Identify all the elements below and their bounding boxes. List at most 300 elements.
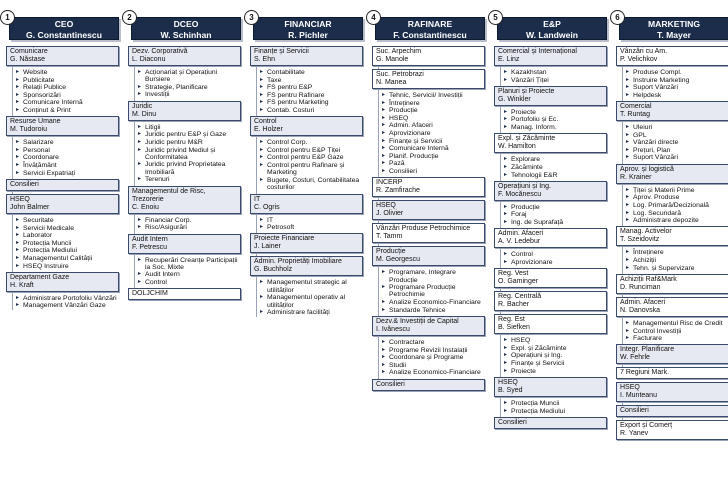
sub-unit-item: ▸ Litigii xyxy=(138,124,241,131)
sub-unit-item: ▸ Control xyxy=(504,251,607,258)
unit-name: Suc. Arpechim xyxy=(376,48,422,55)
unit-head: H. Kraft xyxy=(10,281,34,289)
unit-name: Reg. Centrală xyxy=(498,293,542,301)
unit-name: Dezv.& Investiții de Capital xyxy=(376,317,459,325)
sub-unit-list xyxy=(6,217,119,270)
sub-unit-item: ▸ Finanțe și Servicii xyxy=(382,138,485,145)
unit-box xyxy=(616,101,728,121)
unit-name: Comercial și Internațional xyxy=(498,48,577,55)
unit-head: F. Mocănescu xyxy=(498,190,542,198)
sub-unit-list xyxy=(616,69,728,99)
department-units xyxy=(128,46,241,300)
sub-unit-item: ▸ Analize Economico-Financiare xyxy=(382,369,485,376)
sub-unit-item: ▸ Portofoliu și Ec. xyxy=(504,116,607,123)
unit-name: Departament Gaze xyxy=(10,273,70,281)
unit-head: M. Dinu xyxy=(132,110,157,118)
unit-head: G. Manole xyxy=(376,56,409,63)
sub-unit-item: ▸ Contabilitate xyxy=(260,69,363,76)
sub-unit-item: ▸ Foraj xyxy=(504,211,607,218)
unit-box xyxy=(372,46,485,66)
unit-name: INCERP xyxy=(376,179,403,187)
unit-head: S. Ehn xyxy=(254,56,276,63)
sub-unit-item: ▸ Managementul operativ al utilităților xyxy=(260,294,363,309)
sub-unit-item: ▸ HSEQ xyxy=(504,337,607,344)
unit-box xyxy=(250,194,363,214)
unit-head: M. Tudoroiu xyxy=(10,126,47,134)
sub-unit-list xyxy=(372,269,485,314)
unit-box xyxy=(494,377,607,397)
unit-name: Reg. Vest xyxy=(498,270,529,278)
unit-name: Operațiuni și Ing. xyxy=(498,182,551,190)
sub-unit-item: ▸ Manag. Inform. xyxy=(504,124,607,131)
unit-name: Juridic xyxy=(132,102,153,110)
unit-head: G. Winkler xyxy=(498,95,531,103)
department-header xyxy=(619,17,728,40)
sub-unit-list xyxy=(494,109,607,131)
sub-unit-item: ▸ Achiziții xyxy=(626,257,728,264)
department-units xyxy=(250,46,363,317)
unit-name: Reg. Est xyxy=(498,316,525,324)
unit-box xyxy=(250,46,363,66)
sub-unit-item: ▸ Helpdesk xyxy=(626,92,728,99)
sub-unit-item: ▸ Terenuri xyxy=(138,176,241,183)
unit-name: Vânzări cu Am. xyxy=(620,48,668,55)
sub-unit-item: ▸ Învățământ xyxy=(16,162,119,169)
unit-head: C. Enoiu xyxy=(132,203,159,211)
unit-head: E. Holzer xyxy=(254,126,283,134)
unit-name: Admin. Afaceri xyxy=(498,230,544,238)
unit-name: Comercial xyxy=(620,103,652,111)
department-head-name: T. Mayer xyxy=(657,30,691,40)
unit-box xyxy=(494,291,607,311)
column-number-badge: 6 xyxy=(610,10,625,25)
unit-head: J. Lainer xyxy=(254,243,281,251)
column-financiar xyxy=(250,10,363,319)
column-number-badge: 5 xyxy=(488,10,503,25)
unit-box xyxy=(616,382,728,402)
department-header xyxy=(375,17,485,40)
sub-unit-item: ▸ Petrosoft xyxy=(260,224,363,231)
sub-unit-list xyxy=(616,249,728,271)
department-title: MARKETING xyxy=(647,19,701,29)
sub-unit-item: ▸ Conținut & Print xyxy=(16,107,119,114)
sub-unit-item: ▸ Administrare facilități xyxy=(260,309,363,316)
column-number-badge: 3 xyxy=(244,10,259,25)
department-header xyxy=(497,17,607,40)
sub-unit-list xyxy=(6,295,119,310)
unit-box xyxy=(494,86,607,106)
sub-unit-item: ▸ Expl. și Zăcăminte xyxy=(504,345,607,352)
unit-head: R. Bacher xyxy=(498,301,530,309)
sub-unit-list xyxy=(372,92,485,175)
sub-unit-item: ▸ Uleiuri xyxy=(626,124,728,131)
sub-unit-item: ▸ Sponsorizări xyxy=(16,92,119,99)
unit-box xyxy=(616,297,728,317)
unit-head: W. Fehrle xyxy=(620,354,650,362)
unit-name: Admin. Proprietăți Imobiliare xyxy=(254,258,342,266)
unit-box xyxy=(494,314,607,334)
unit-box xyxy=(6,194,119,214)
unit-head: P. Velichkov xyxy=(620,56,658,63)
department-head-name: W. Schinhan xyxy=(160,30,212,40)
sub-unit-item: ▸ Standarde Tehnice xyxy=(382,307,485,314)
sub-unit-item: ▸ Admin. Afaceri xyxy=(382,122,485,129)
unit-name: Integr. Planificare xyxy=(620,346,675,354)
sub-unit-item: ▸ Ing. de Suprafață xyxy=(504,219,607,226)
unit-head: B. Siefken xyxy=(498,324,530,332)
sub-unit-item: ▸ Proiecte xyxy=(504,368,607,375)
sub-unit-item: ▸ Managementul strategic al utilităților xyxy=(260,279,363,294)
unit-name: Admin. Afaceri xyxy=(620,298,666,306)
unit-name: Control xyxy=(254,118,277,126)
unit-name: Resurse Umane xyxy=(10,118,61,126)
sub-unit-item: ▸ Explorare xyxy=(504,156,607,163)
department-title: FINANCIAR xyxy=(284,19,332,29)
sub-unit-item: ▸ Control pentru Rafinare și Marketing xyxy=(260,162,363,177)
sub-unit-item: ▸ GPL xyxy=(626,132,728,139)
sub-unit-item: ▸ Acționariat și Operațiuni Bursiere xyxy=(138,69,241,84)
unit-head: J. Olivier xyxy=(376,210,404,218)
sub-unit-item: ▸ Finanțe și Servicii xyxy=(504,360,607,367)
sub-unit-item: ▸ FS pentru Rafinare xyxy=(260,92,363,99)
unit-box xyxy=(494,268,607,288)
unit-box xyxy=(494,181,607,201)
unit-head: John Balmer xyxy=(10,203,50,211)
unit-name: Finanțe și Servicii xyxy=(254,48,309,55)
sub-unit-item: ▸ Operațiuni și Ing. xyxy=(504,352,607,359)
unit-head: I. Ivănescu xyxy=(376,325,410,333)
unit-head: T. Tamm xyxy=(376,233,403,241)
sub-unit-item: ▸ Programare, Integrare Producție xyxy=(382,269,485,284)
unit-head: C. Ogris xyxy=(254,203,280,211)
sub-unit-item: ▸ Protecția Muncii xyxy=(504,400,607,407)
sub-unit-list xyxy=(250,217,363,232)
unit-box xyxy=(372,200,485,220)
unit-name: Manag. Activelor xyxy=(620,228,672,236)
sub-unit-list xyxy=(372,339,485,377)
sub-unit-item: ▸ Risc/Asigurări xyxy=(138,224,241,231)
department-header xyxy=(9,17,119,40)
sub-unit-item: ▸ Log. Secundară xyxy=(626,210,728,217)
unit-head: B. Syed xyxy=(498,386,523,394)
sub-unit-item: ▸ IT xyxy=(260,217,363,224)
sub-unit-list xyxy=(494,400,607,415)
unit-name: Proiecte Financiare xyxy=(254,235,315,243)
department-header xyxy=(131,17,241,40)
sub-unit-item: ▸ Publicitate xyxy=(16,77,119,84)
sub-unit-item: ▸ Taxe xyxy=(260,77,363,84)
unit-head: R. Zamfirache xyxy=(376,187,420,195)
sub-unit-item: ▸ Log. Primară/Decizională xyxy=(626,202,728,209)
unit-name: Consilieri xyxy=(376,380,405,388)
unit-box xyxy=(616,46,728,66)
department-units xyxy=(616,46,728,440)
unit-box xyxy=(494,133,607,153)
unit-box xyxy=(616,164,728,184)
sub-unit-list xyxy=(250,69,363,114)
unit-name: HSEQ xyxy=(620,384,640,392)
unit-name: Achiziții Raf&Mark xyxy=(620,275,677,283)
sub-unit-item: ▸ Control pentru E&P Țiței xyxy=(260,147,363,154)
column-number-badge: 4 xyxy=(366,10,381,25)
sub-unit-item: ▸ Pază xyxy=(382,160,485,167)
sub-unit-item: ▸ Prețuri, Plan xyxy=(626,147,728,154)
sub-unit-item: ▸ Protecția Muncii xyxy=(16,240,119,247)
sub-unit-item: ▸ Website xyxy=(16,69,119,76)
unit-box xyxy=(128,234,241,254)
sub-unit-item: ▸ Laborator xyxy=(16,232,119,239)
unit-head: T. Szeidovitz xyxy=(620,236,660,244)
unit-name: HSEQ xyxy=(376,202,396,210)
unit-box xyxy=(494,228,607,248)
sub-unit-item: ▸ Juridic privind Mediul și Conformitatea xyxy=(138,147,241,162)
sub-unit-item: ▸ Producție xyxy=(504,204,607,211)
sub-unit-item: ▸ Control Corp. xyxy=(260,139,363,146)
sub-unit-list xyxy=(128,217,241,232)
sub-unit-item: ▸ Securitate xyxy=(16,217,119,224)
sub-unit-item: ▸ Administrare Portofoliu Vânzări xyxy=(16,295,119,302)
sub-unit-item: ▸ Întreținere xyxy=(382,100,485,107)
sub-unit-item: ▸ Întreținere xyxy=(626,249,728,256)
sub-unit-item: ▸ Facturare xyxy=(626,335,728,342)
sub-unit-list xyxy=(494,156,607,178)
unit-name: Consilieri xyxy=(10,180,39,188)
unit-name: Consilieri xyxy=(498,418,527,426)
unit-box xyxy=(616,367,728,379)
unit-name: Suc. Petrobrazi xyxy=(376,71,424,78)
sub-unit-item: ▸ Studii xyxy=(382,362,485,369)
sub-unit-item: ▸ Suport Vânzări xyxy=(626,154,728,161)
sub-unit-item: ▸ Juridic privind Proprietatea Imobiliară xyxy=(138,161,241,176)
unit-box xyxy=(250,116,363,136)
unit-box xyxy=(616,274,728,294)
sub-unit-item: ▸ Servicii Medicale xyxy=(16,225,119,232)
department-title: RAFINARE xyxy=(407,19,453,29)
unit-box xyxy=(6,116,119,136)
unit-head: R. Krainer xyxy=(620,173,652,181)
sub-unit-item: ▸ Bugete, Costuri, Contabilitatea costurilor xyxy=(260,177,363,192)
sub-unit-item: ▸ Juridic pentru E&P și Gaze xyxy=(138,131,241,138)
sub-unit-item: ▸ Producție xyxy=(382,107,485,114)
unit-name: Comunicare xyxy=(10,48,48,55)
sub-unit-item: ▸ Kazakhstan xyxy=(504,69,607,76)
sub-unit-item: ▸ FS pentru E&P xyxy=(260,84,363,91)
unit-box xyxy=(128,46,241,66)
department-title: CEO xyxy=(54,19,74,29)
sub-unit-list xyxy=(6,139,119,177)
unit-box xyxy=(250,233,363,253)
sub-unit-item: ▸ HSEQ xyxy=(382,115,485,122)
unit-box xyxy=(616,344,728,364)
unit-head: I. Munteanu xyxy=(620,392,657,400)
sub-unit-item: ▸ Control Investiții xyxy=(626,328,728,335)
unit-head: W. Hamilton xyxy=(498,143,536,151)
unit-head: D. Runciman xyxy=(620,283,661,291)
sub-unit-item: ▸ Tehnologii E&R xyxy=(504,172,607,179)
unit-box xyxy=(128,101,241,121)
sub-unit-item: ▸ Strategie, Planificare xyxy=(138,84,241,91)
sub-unit-item: ▸ Relații Publice xyxy=(16,84,119,91)
unit-name: Vânzări Produse Petrochimice xyxy=(376,225,471,233)
unit-head: L. Diaconu xyxy=(132,56,166,63)
sub-unit-item: ▸ Recuperări Creanțe Participații la Soc. Mixte xyxy=(138,257,241,272)
unit-box xyxy=(616,405,728,417)
sub-unit-item: ▸ Coordonare xyxy=(16,154,119,161)
sub-unit-item: ▸ Aprov. Produse xyxy=(626,194,728,201)
sub-unit-list xyxy=(494,337,607,375)
sub-unit-item: ▸ Aprovizionare xyxy=(382,130,485,137)
unit-box xyxy=(494,417,607,429)
sub-unit-item: ▸ Financiar Corp. xyxy=(138,217,241,224)
sub-unit-item: ▸ Comunicare Internă xyxy=(16,99,119,106)
sub-unit-item: ▸ Proiecte xyxy=(504,109,607,116)
unit-name: IT xyxy=(254,195,261,203)
sub-unit-item: ▸ Zăcăminte xyxy=(504,164,607,171)
unit-name: Dezv. Corporativă xyxy=(132,48,188,55)
sub-unit-item: ▸ Contractare xyxy=(382,339,485,346)
unit-name: Consilieri xyxy=(620,407,649,415)
unit-box xyxy=(372,223,485,243)
unit-box xyxy=(616,420,728,440)
unit-name: DOLJCHIM xyxy=(132,290,168,298)
department-units xyxy=(494,46,607,429)
unit-name: HSEQ xyxy=(498,378,518,386)
sub-unit-list xyxy=(128,124,241,184)
sub-unit-item: ▸ Protecția Mediului xyxy=(16,247,119,254)
unit-head: E. Linz xyxy=(498,56,520,63)
sub-unit-item: ▸ Personal xyxy=(16,147,119,154)
sub-unit-list xyxy=(616,320,728,342)
unit-head: A. V. Ledebur xyxy=(498,238,541,246)
sub-unit-item: ▸ Tehnic, Servicii/ Investiții xyxy=(382,92,485,99)
unit-box xyxy=(372,316,485,336)
department-header xyxy=(253,17,363,40)
sub-unit-item: ▸ Produse Compl. xyxy=(626,69,728,76)
sub-unit-item: ▸ Managementul Calității xyxy=(16,255,119,262)
column-number-badge: 1 xyxy=(0,10,15,25)
connector-line xyxy=(134,46,135,300)
unit-name: Aprov. și logistică xyxy=(620,165,674,173)
unit-box xyxy=(6,179,119,191)
sub-unit-item: ▸ Vânzări Țiței xyxy=(504,77,607,84)
sub-unit-item: ▸ Servicii Expatriați xyxy=(16,170,119,177)
unit-name: Audit Intern xyxy=(132,235,168,243)
sub-unit-item: ▸ Control xyxy=(138,279,241,286)
unit-box xyxy=(616,226,728,246)
unit-box xyxy=(250,256,363,276)
unit-head: R. Yanev xyxy=(620,430,649,438)
unit-head: F. Petrescu xyxy=(132,243,168,251)
sub-unit-item: ▸ Țiței și Materii Prime xyxy=(626,187,728,194)
sub-unit-item: ▸ HSEQ Instruire xyxy=(16,263,119,270)
sub-unit-list xyxy=(250,279,363,316)
sub-unit-list xyxy=(250,139,363,191)
unit-box xyxy=(128,186,241,214)
sub-unit-item: ▸ Tehn. și Supervizare xyxy=(626,265,728,272)
column-marketing xyxy=(616,10,728,443)
sub-unit-item: ▸ Instruire Marketing xyxy=(626,77,728,84)
sub-unit-item: ▸ Audit Intern xyxy=(138,271,241,278)
sub-unit-item: ▸ Managementul Risc de Credit xyxy=(626,320,728,327)
sub-unit-list xyxy=(6,69,119,114)
sub-unit-list xyxy=(494,69,607,84)
sub-unit-list xyxy=(494,204,607,226)
sub-unit-item: ▸ Management Vânzări Gaze xyxy=(16,302,119,309)
unit-name: Expl. și Zăcăminte xyxy=(498,135,556,143)
sub-unit-item: ▸ Investiții xyxy=(138,91,241,98)
department-units xyxy=(6,46,119,310)
department-title: DCEO xyxy=(173,19,199,29)
sub-unit-item: ▸ Juridic pentru M&R xyxy=(138,139,241,146)
sub-unit-item: ▸ Suport Vânzări xyxy=(626,84,728,91)
unit-head: M. Georgescu xyxy=(376,256,420,264)
sub-unit-item: ▸ Programare Producție Petrochimie xyxy=(382,284,485,299)
unit-box xyxy=(494,46,607,66)
sub-unit-item: ▸ Planif. Producție xyxy=(382,153,485,160)
unit-head: G. Năstase xyxy=(10,56,46,63)
unit-box xyxy=(6,272,119,292)
connector-line xyxy=(12,46,13,310)
sub-unit-item: ▸ Consilieri xyxy=(382,168,485,175)
sub-unit-item: ▸ Vânzări directe xyxy=(626,139,728,146)
sub-unit-item: ▸ FS pentru Marketing xyxy=(260,99,363,106)
sub-unit-item: ▸ Coordonare și Programe xyxy=(382,354,485,361)
sub-unit-list xyxy=(128,257,241,287)
sub-unit-list xyxy=(616,187,728,225)
unit-box xyxy=(6,46,119,66)
department-units xyxy=(372,46,485,391)
column-ceo xyxy=(6,10,119,312)
sub-unit-item: ▸ Protecția Mediului xyxy=(504,408,607,415)
sub-unit-item: ▸ Analize Economico-Financiare xyxy=(382,299,485,306)
column-e-p xyxy=(494,10,607,432)
unit-box xyxy=(372,69,485,89)
unit-name: Planuri și Proiecte xyxy=(498,87,555,95)
sub-unit-list xyxy=(128,69,241,99)
sub-unit-item: ▸ Programe Revizii Instalații xyxy=(382,347,485,354)
unit-head: N. Danovska xyxy=(620,306,661,314)
unit-name: Producție xyxy=(376,248,406,256)
sub-unit-item: ▸ Contab. Costuri xyxy=(260,107,363,114)
sub-unit-list xyxy=(616,124,728,162)
sub-unit-list xyxy=(494,251,607,266)
unit-name: Export și Comerț xyxy=(620,422,673,430)
unit-name: HSEQ xyxy=(10,195,30,203)
department-head-name: F. Constantinescu xyxy=(393,30,467,40)
department-title: E&P xyxy=(543,19,561,29)
department-head-name: W. Landwein xyxy=(525,30,579,40)
sub-unit-item: ▸ Administrare depozite xyxy=(626,217,728,224)
unit-head: O. Gaminger xyxy=(498,278,539,286)
sub-unit-item: ▸ Control pentru E&P Gaze xyxy=(260,154,363,161)
unit-head: G. Buchholz xyxy=(254,266,293,274)
column-dceo xyxy=(128,10,241,303)
unit-name: 7 Regiuni Mark. xyxy=(620,369,670,377)
unit-box xyxy=(128,288,241,300)
unit-box xyxy=(372,379,485,391)
unit-box xyxy=(372,177,485,197)
sub-unit-item: ▸ Salarizare xyxy=(16,139,119,146)
column-rafinare xyxy=(372,10,485,394)
unit-box xyxy=(372,246,485,266)
sub-unit-item: ▸ Aprovizionare xyxy=(504,259,607,266)
column-number-badge: 2 xyxy=(122,10,137,25)
unit-name: Managementul de Risc, Trezorerie xyxy=(132,187,206,203)
department-head-name: G. Constantinescu xyxy=(26,30,102,40)
department-head-name: R. Pichler xyxy=(288,30,328,40)
unit-head: T. Runtag xyxy=(620,111,650,119)
sub-unit-item: ▸ Comunicare Internă xyxy=(382,145,485,152)
